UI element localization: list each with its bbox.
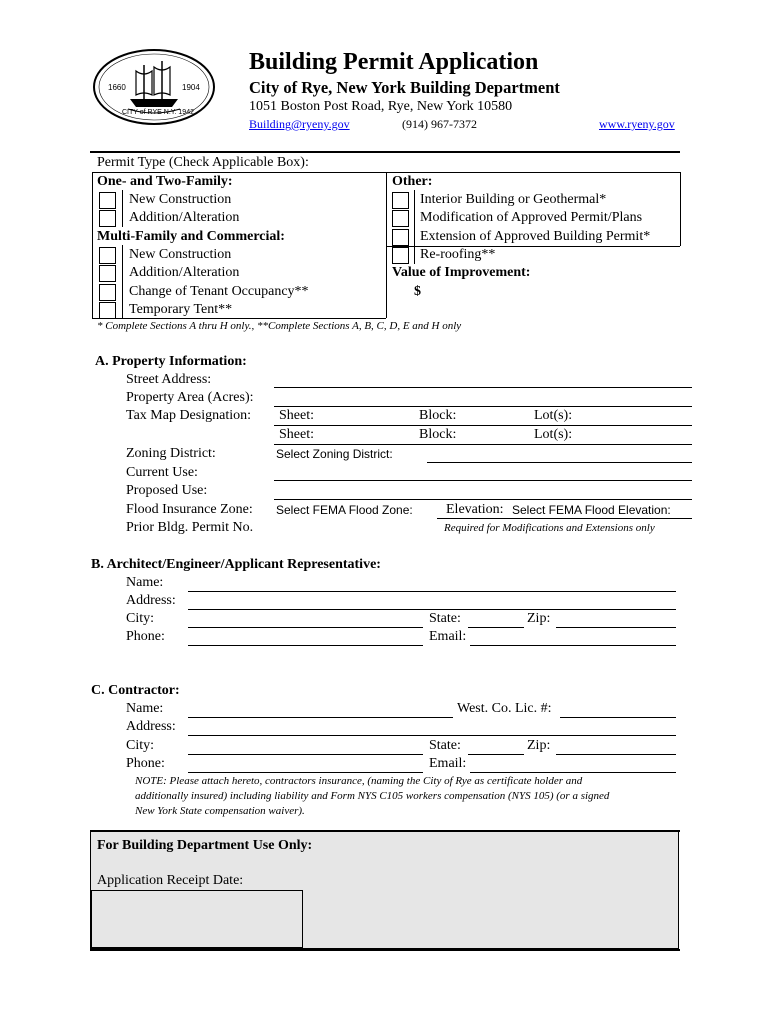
page-bottom-rule: [90, 949, 680, 951]
multi-family-heading: Multi-Family and Commercial:: [97, 229, 285, 244]
checkbox-change-tenant-occupancy[interactable]: [99, 284, 116, 301]
checkbox-interior-geothermal[interactable]: [392, 192, 409, 209]
value-of-improvement-label: Value of Improvement:: [392, 265, 531, 280]
architect-email-label: Email:: [429, 629, 467, 644]
option-temporary-tent: Temporary Tent**: [129, 302, 233, 317]
architect-city-label: City:: [126, 611, 155, 626]
department-website-link[interactable]: www.ryeny.gov: [599, 117, 675, 131]
architect-phone-label: Phone:: [126, 629, 165, 644]
architect-zip-label: Zip:: [527, 611, 551, 626]
elevation-label: Elevation:: [446, 502, 504, 517]
lots-label-1: Lot(s):: [534, 408, 573, 423]
seal-city-text: CITY of RYE N.Y. 1942: [122, 109, 194, 116]
checkbox-modification-permit[interactable]: [392, 210, 409, 227]
city-seal-logo: [92, 47, 216, 127]
current-use-label: Current Use:: [126, 465, 198, 480]
option-change-tenant-occupancy: Change of Tenant Occupancy**: [129, 284, 309, 299]
contractor-license-label: West. Co. Lic. #:: [457, 701, 552, 716]
option-interior-geothermal: Interior Building or Geothermal*: [420, 192, 607, 207]
option-modification-permit: Modification of Approved Permit/Plans: [420, 210, 643, 225]
permit-type-heading: Permit Type (Check Applicable Box):: [97, 155, 309, 170]
lots-label-2: Lot(s):: [534, 427, 573, 442]
contractor-email-input[interactable]: [470, 756, 676, 773]
checkbox-extension-permit[interactable]: [392, 229, 409, 246]
architect-zip-input[interactable]: [556, 611, 676, 628]
insurance-note-line-1: NOTE: Please attach hereto, contractors insurance, (naming the City of Rye as certificate holder and: [135, 775, 583, 787]
contractor-city-label: City:: [126, 738, 155, 753]
contractor-address-label: Address:: [126, 719, 176, 734]
contractor-phone-label: Phone:: [126, 756, 165, 771]
tax-map-label: Tax Map Designation:: [126, 408, 251, 423]
checkbox-one-two-addition-alteration[interactable]: [99, 210, 116, 227]
one-two-family-heading: One- and Two-Family:: [97, 174, 233, 189]
contractor-name-input[interactable]: [188, 701, 453, 718]
sheet-label-2: Sheet:: [279, 427, 314, 442]
contractor-address-input[interactable]: [188, 719, 676, 736]
page-title: Building Permit Application: [249, 49, 539, 75]
flood-zone-select[interactable]: Select FEMA Flood Zone:: [276, 503, 413, 517]
block-label-1: Block:: [419, 408, 457, 423]
checkbox-re-roofing[interactable]: [392, 247, 409, 264]
contractor-email-label: Email:: [429, 756, 467, 771]
contractor-state-label: State:: [429, 738, 461, 753]
proposed-use-input[interactable]: [274, 483, 692, 500]
architect-state-label: State:: [429, 611, 461, 626]
contractor-zip-input[interactable]: [556, 738, 676, 755]
contractor-city-input[interactable]: [188, 738, 423, 755]
option-re-roofing: Re-roofing**: [420, 247, 496, 262]
architect-city-input[interactable]: [188, 611, 423, 628]
section-c-heading: C. Contractor:: [91, 683, 180, 698]
contractor-phone-input[interactable]: [188, 756, 423, 773]
architect-address-input[interactable]: [188, 593, 676, 610]
department-address: 1051 Boston Post Road, Rye, New York 10580: [249, 99, 513, 114]
checkbox-temporary-tent[interactable]: [99, 302, 116, 319]
proposed-use-label: Proposed Use:: [126, 483, 208, 498]
architect-phone-input[interactable]: [188, 629, 423, 646]
office-use-box: [90, 830, 679, 949]
elevation-line: [437, 518, 692, 519]
option-multi-new-construction: New Construction: [129, 247, 232, 262]
option-one-two-addition-alteration: Addition/Alteration: [129, 210, 240, 225]
contractor-zip-label: Zip:: [527, 738, 551, 753]
architect-address-label: Address:: [126, 593, 176, 608]
street-address-input[interactable]: [274, 371, 692, 388]
other-heading: Other:: [392, 174, 433, 189]
prior-permit-input[interactable]: [274, 520, 434, 536]
value-of-improvement-input[interactable]: [428, 284, 668, 300]
receipt-date-label: Application Receipt Date:: [97, 873, 244, 888]
checkbox-one-two-new-construction[interactable]: [99, 192, 116, 209]
contractor-name-label: Name:: [126, 701, 164, 716]
option-extension-permit: Extension of Approved Building Permit*: [420, 229, 651, 244]
permit-type-footnote: * Complete Sections A thru H only., **Complete Sections A, B, C, D, E and H only: [97, 320, 462, 332]
architect-name-input[interactable]: [188, 575, 676, 592]
zoning-district-line: [427, 462, 692, 463]
tax-map-line-2: [274, 444, 692, 445]
architect-email-input[interactable]: [470, 629, 676, 646]
seal-year-right: 1904: [182, 83, 200, 92]
contractor-license-input[interactable]: [560, 701, 676, 718]
zoning-district-select[interactable]: Select Zoning District:: [276, 447, 393, 461]
header-divider: [90, 151, 680, 153]
prior-permit-label: Prior Bldg. Permit No.: [126, 520, 254, 535]
department-name: City of Rye, New York Building Department: [249, 78, 560, 97]
option-one-two-new-construction: New Construction: [129, 192, 232, 207]
property-area-label: Property Area (Acres):: [126, 390, 254, 405]
street-address-label: Street Address:: [126, 372, 212, 387]
section-b-heading: B. Architect/Engineer/Applicant Representative:: [91, 557, 381, 572]
department-phone: (914) 967-7372: [402, 117, 477, 131]
insurance-note-line-3: New York State compensation waiver).: [135, 805, 305, 817]
flood-zone-label: Flood Insurance Zone:: [126, 502, 253, 517]
property-area-input[interactable]: [274, 390, 692, 407]
zoning-district-label: Zoning District:: [126, 446, 216, 461]
option-multi-addition-alteration: Addition/Alteration: [129, 265, 240, 280]
insurance-note-line-2: additionally insured) including liability and Form NYS C105 workers compensation (NYS 105) (or a signed: [135, 790, 610, 802]
checkbox-multi-new-construction[interactable]: [99, 247, 116, 264]
checkbox-multi-addition-alteration[interactable]: [99, 265, 116, 282]
sheet-label-1: Sheet:: [279, 408, 314, 423]
current-use-input[interactable]: [274, 464, 692, 481]
flood-elevation-select[interactable]: Select FEMA Flood Elevation:: [512, 503, 671, 517]
section-a-heading: A. Property Information:: [95, 354, 247, 369]
value-currency-symbol: $: [414, 284, 421, 299]
architect-state-input[interactable]: [468, 611, 524, 628]
required-note: Required for Modifications and Extensions only: [444, 522, 655, 534]
receipt-date-field[interactable]: [91, 890, 303, 948]
seal-year-left: 1660: [108, 83, 126, 92]
tax-map-line-1: [274, 425, 692, 426]
contractor-state-input[interactable]: [468, 738, 524, 755]
office-use-heading: For Building Department Use Only:: [97, 838, 313, 853]
architect-name-label: Name:: [126, 575, 164, 590]
block-label-2: Block:: [419, 427, 457, 442]
department-email-link[interactable]: Building@ryeny.gov: [249, 117, 350, 131]
